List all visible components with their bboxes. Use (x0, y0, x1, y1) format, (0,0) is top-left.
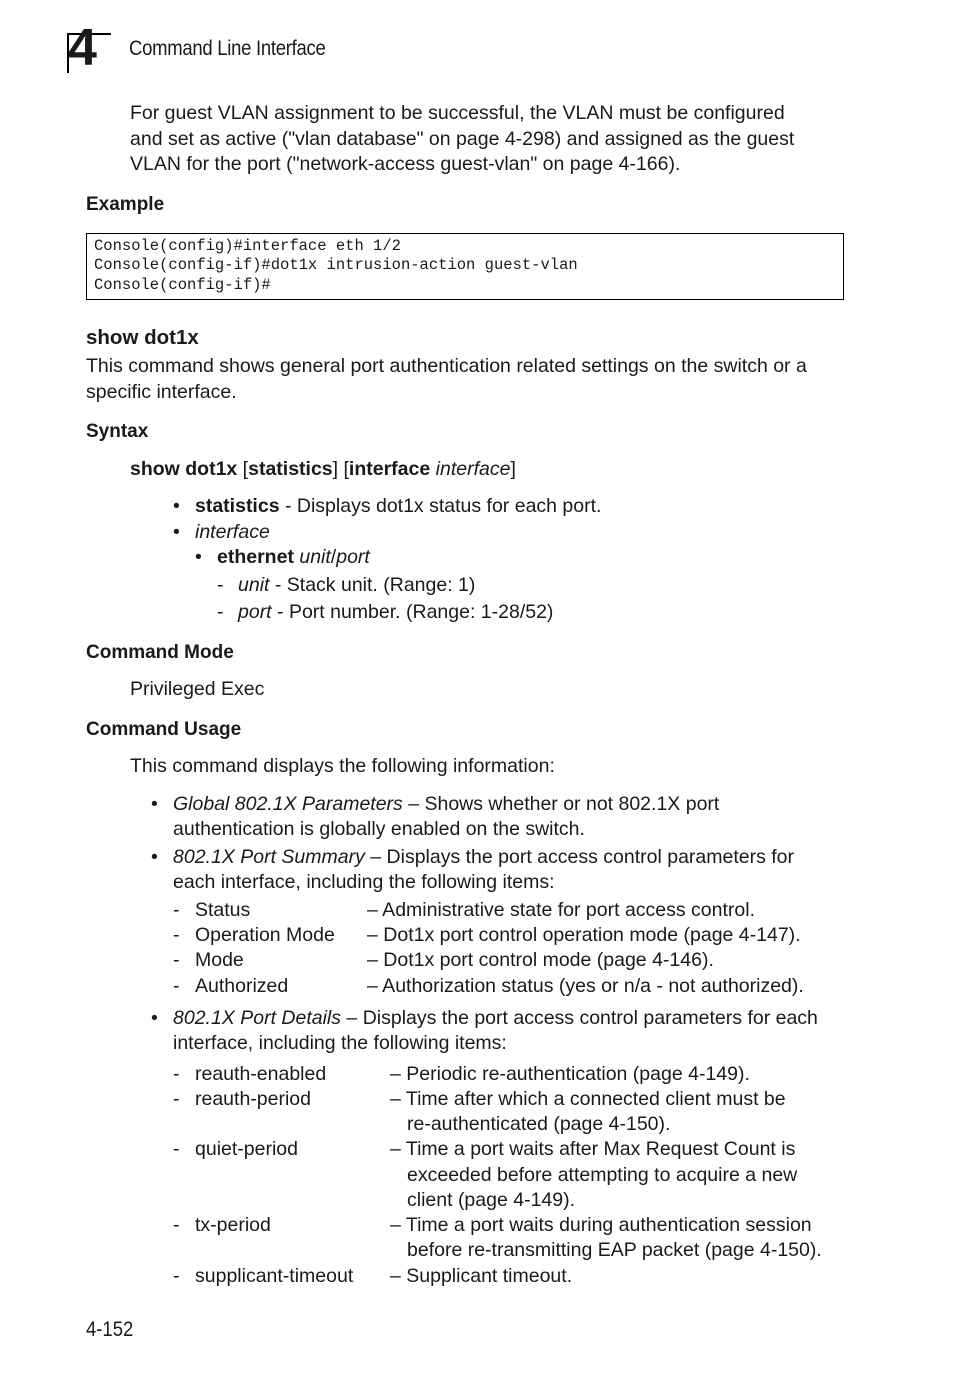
dash-icon: - (173, 949, 180, 971)
intro-line-1: For guest VLAN assignment to be successful, the VLAN must be configured (130, 102, 785, 124)
details-item-desc: client (page 4-149). (407, 1189, 576, 1211)
summary-item-desc: – Administrative state for port access control. (367, 899, 756, 921)
dash-icon: - (173, 899, 180, 921)
details-item-desc: exceeded before attempting to acquire a new (407, 1164, 798, 1186)
summary-item-name: Authorized (195, 975, 289, 997)
details-item-desc: re-authenticated (page 4-150). (407, 1113, 671, 1135)
command-mode-heading: Command Mode (86, 642, 234, 663)
details-item-name: supplicant-timeout (195, 1265, 354, 1287)
syntax-item-unit: unit - Stack unit. (Range: 1) (238, 574, 476, 596)
usage-b3-line-1: 802.1X Port Details – Displays the port access control parameters for each (173, 1007, 818, 1029)
bullet-icon: • (151, 793, 158, 815)
intro-line-2: and set as active ("vlan database" on page 4-298) and assigned as the guest (130, 128, 795, 150)
command-title: show dot1x (86, 326, 199, 349)
usage-lead: This command displays the following information: (130, 755, 555, 777)
usage-b1-line-2: authentication is globally enabled on the switch. (173, 818, 585, 840)
syntax-kw-statistics: statistics (248, 458, 333, 480)
bullet-icon: • (195, 546, 202, 568)
dash-icon: - (173, 924, 180, 946)
usage-b2-line-2: each interface, including the following items: (173, 871, 555, 893)
details-item-desc: – Time a port waits during authentication session (390, 1214, 812, 1236)
syntax-kw-interface: interface (348, 458, 431, 480)
command-desc-line-1: This command shows general port authentication related settings on the switch or a (86, 355, 807, 377)
usage-b3-line-2: interface, including the following items: (173, 1032, 507, 1054)
summary-item-name: Operation Mode (195, 924, 335, 946)
dash-icon: - (173, 975, 180, 997)
summary-item-desc: – Dot1x port control operation mode (page 4-147). (367, 924, 801, 946)
syntax-item-ethernet: ethernet unit/port (217, 546, 370, 568)
chapter-number: 4 (68, 19, 97, 77)
dash-icon: - (173, 1265, 180, 1287)
syntax-heading: Syntax (86, 421, 149, 442)
syntax-item-interface: interface (195, 521, 270, 543)
details-item-desc: before re-transmitting EAP packet (page 4-150). (407, 1239, 822, 1261)
bullet-icon: • (151, 846, 158, 868)
summary-item-desc: – Authorization status (yes or n/a - not authorized). (367, 975, 804, 997)
example-heading: Example (86, 194, 165, 215)
bullet-icon: • (151, 1007, 158, 1029)
details-item-desc: – Supplicant timeout. (390, 1265, 573, 1287)
summary-item-name: Status (195, 899, 251, 921)
command-desc-line-2: specific interface. (86, 381, 237, 403)
details-item-desc: – Time a port waits after Max Request Count is (390, 1138, 796, 1160)
chapter-title: Command Line Interface (129, 37, 326, 60)
details-item-desc: – Periodic re-authentication (page 4-149). (390, 1063, 750, 1085)
syntax-item-statistics: statistics - Displays dot1x status for each port. (195, 495, 602, 517)
details-item-name: quiet-period (195, 1138, 298, 1160)
dash-icon: - (173, 1063, 180, 1085)
command-mode-value: Privileged Exec (130, 678, 265, 700)
bullet-icon: • (173, 495, 180, 517)
page-number: 4-152 (86, 1318, 134, 1341)
details-item-name: reauth-enabled (195, 1063, 327, 1085)
code-line-1: Console(config)#interface eth 1/2 (94, 237, 401, 255)
syntax-cmd: show dot1x (130, 458, 238, 480)
dash-icon: - (173, 1138, 180, 1160)
intro-line-3: VLAN for the port ("network-access guest-vlan" on page 4-166). (130, 153, 681, 175)
bullet-icon: • (173, 521, 180, 543)
code-line-3: Console(config-if)# (94, 276, 271, 294)
summary-item-name: Mode (195, 949, 244, 971)
syntax-arg-interface: interface (430, 458, 511, 480)
command-usage-heading: Command Usage (86, 719, 242, 740)
details-item-name: reauth-period (195, 1088, 311, 1110)
dash-icon: - (217, 601, 224, 623)
usage-b1-line-1: Global 802.1X Parameters – Shows whether or not 802.1X port (173, 793, 720, 815)
syntax-line: show dot1x [statistics] [interface interface] (130, 458, 516, 480)
dash-icon: - (173, 1088, 180, 1110)
summary-item-desc: – Dot1x port control mode (page 4-146). (367, 949, 714, 971)
dash-icon: - (173, 1214, 180, 1236)
syntax-item-port: port - Port number. (Range: 1-28/52) (238, 601, 554, 623)
usage-b2-line-1: 802.1X Port Summary – Displays the port access control parameters for (173, 846, 795, 868)
details-item-name: tx-period (195, 1214, 271, 1236)
code-line-2: Console(config-if)#dot1x intrusion-action guest-vlan (94, 256, 578, 274)
dash-icon: - (217, 574, 224, 596)
details-item-desc: – Time after which a connected client must be (390, 1088, 786, 1110)
